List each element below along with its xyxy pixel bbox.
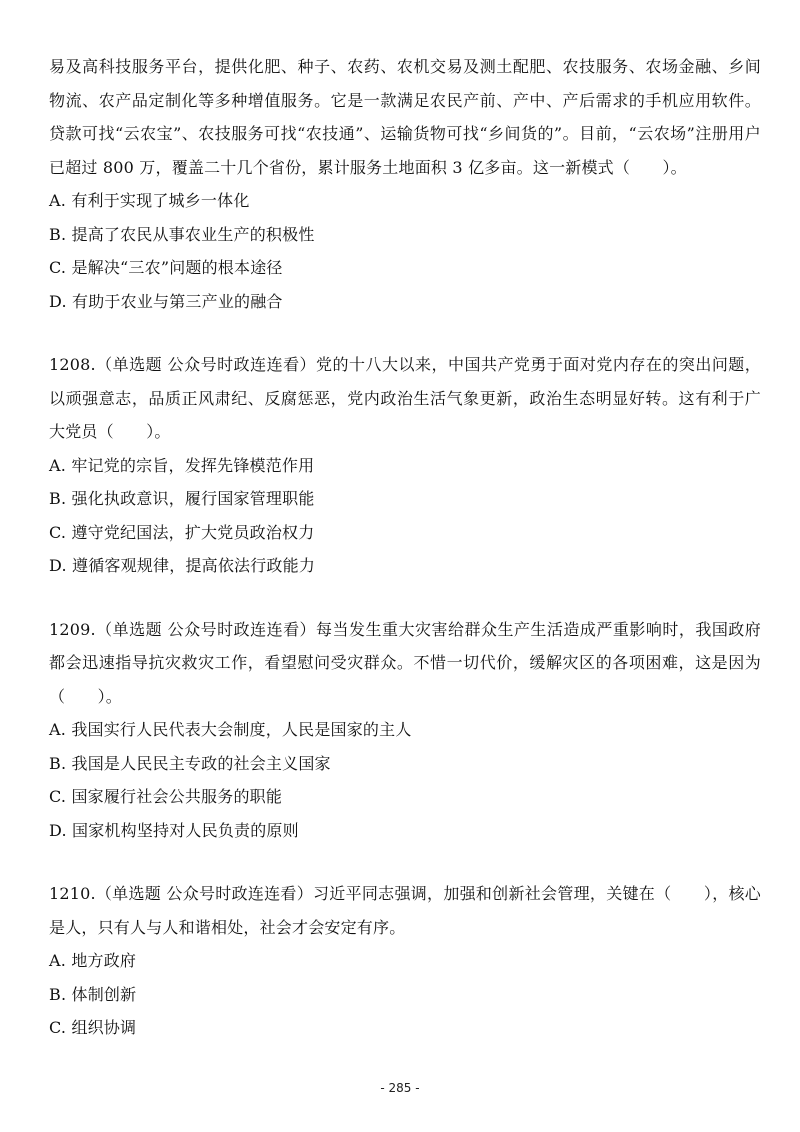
document-page [49,50,761,1045]
question-1210 [49,877,761,1045]
option-b: B. 强化执政意识，履行国家管理职能 [49,489,315,508]
question-stem: 1210.（单选题 公众号时政连连看）习近平同志强调，加强和创新社会管理，关键在（ ），核心是人，只有人与人和谐相处，社会才会安定有序。 [49,884,761,937]
option-c: C. 是解决“三农”问题的根本途径 [49,258,283,277]
question-stem: 1209.（单选题 公众号时政连连看）每当发生重大灾害给群众生产生活造成严重影响时，我国政府都会迅速指导抗灾救灾工作，看望慰问受灾群众。不惜一切代价，缓解灾区的各项困难，这是因为（ ）。 [49,619,761,706]
question-stem: 1208.（单选题 公众号时政连连看）党的十八大以来，中国共产党勇于面对党内存在的突出问题，以顽强意志，品质正风肃纪、反腐惩恶，党内政治生活气象更新，政治生态明显好转。这有利于广大党员（ ）。 [49,355,761,441]
option-a: A. 牢记党的宗旨，发挥先锋模范作用 [49,455,315,475]
option-d: D. 国家机构坚持对人民负责的原则 [49,820,299,840]
option-c: C. 国家履行社会公共服务的职能 [49,787,283,806]
option-c: C. 遵守党纪国法，扩大党员政治权力 [49,522,315,542]
option-b: B. 提高了农民从事农业生产的积极性 [49,224,315,244]
question-1208 [49,348,761,583]
option-d: D. 有助于农业与第三产业的融合 [49,291,283,311]
option-d: D. 遵循客观规律，提高依法行政能力 [49,556,316,575]
page-number: - 285 - [380,1081,420,1095]
question-1209 [49,613,761,848]
option-a: A. 地方政府 [49,951,137,970]
option-a: A. 我国实行人民代表大会制度，人民是国家的主人 [49,720,412,739]
option-b: B. 体制创新 [49,984,137,1004]
option-b: B. 我国是人民民主专政的社会主义国家 [49,753,331,773]
option-a: A. 有利于实现了城乡一体化 [49,191,250,210]
question-stem: 易及高科技服务平台，提供化肥、种子、农药、农机交易及测土配肥、农技服务、农场金融、乡间物流、农产品定制化等多种增值服务。它是一款满足农民产前、产中、产后需求的手机应用软件。贷款可找“云农宝”、农技服务可找“农技通”、运输货物可找“乡间货的”。目前，“云农场”注册用户已超过 800 万，覆盖二十几个省份，累计服务土地面积 3 亿多亩。这一新模式（ ）。 [49,57,761,177]
option-c: C. 组织协调 [49,1018,137,1037]
question-continuation [49,50,761,318]
